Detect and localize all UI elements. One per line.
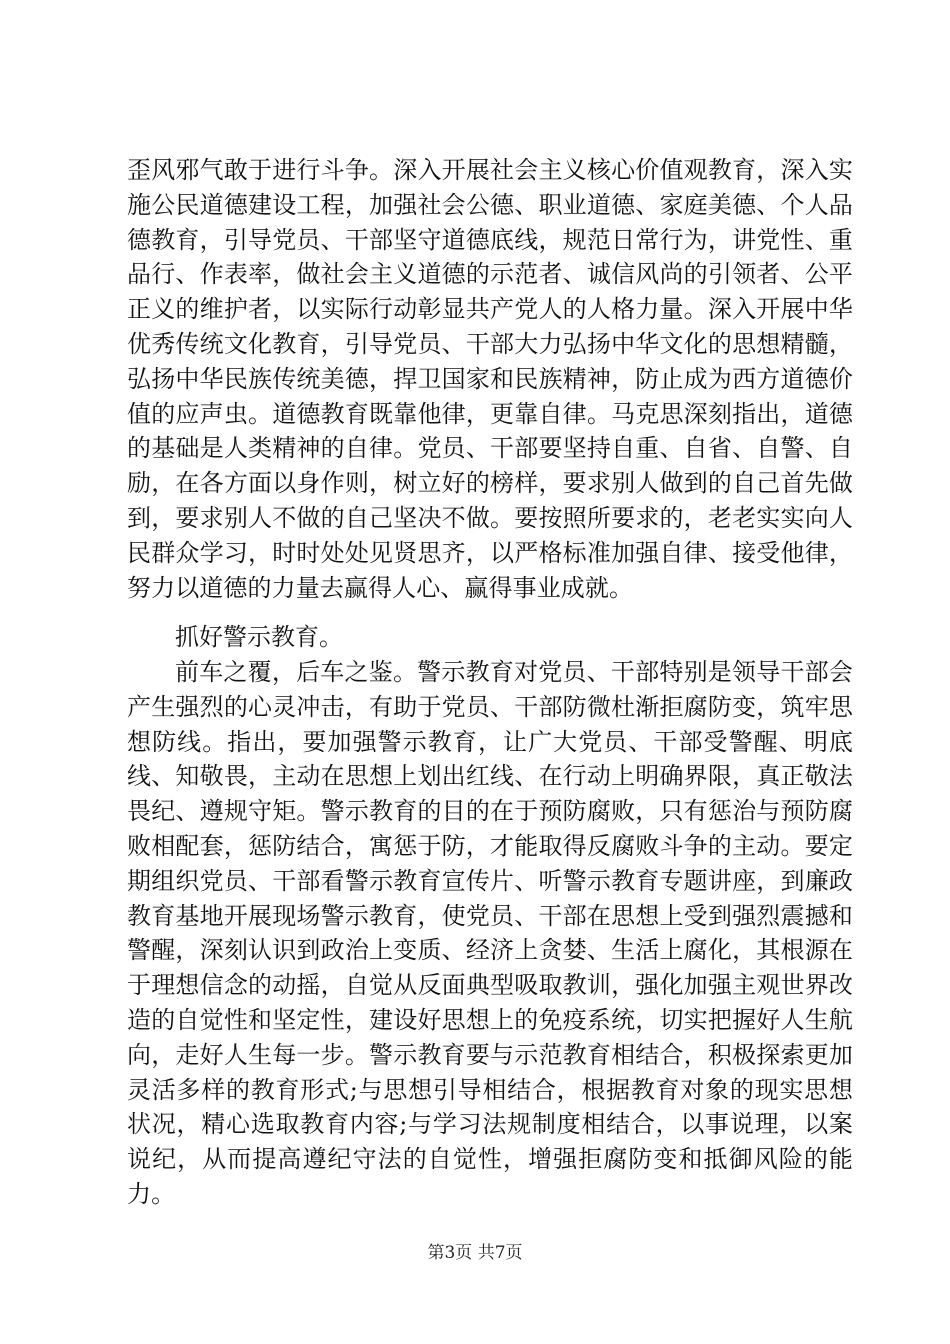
page-number: 第3页 共7页 [427, 1243, 523, 1263]
body-paragraph: 前车之覆，后车之鉴。警示教育对党员、干部特别是领导干部会产生强烈的心灵冲击，有助于党员、干部防微杜渐拒腐防变，筑牢思想防线。指出，要加强警示教育，让广大党员、干部受警醒、明底线、知敬畏，主动在思想上划出红线、在行动上明确界限，真正敬法畏纪、遵规守矩。警示教育的目的在于预防腐败，只有惩治与预防腐败相配套，惩防结合，寓惩于防，才能取得反腐败斗争的主动。要定期组织党员、干部看警示教育宣传片、听警示教育专题讲座，到廉政教育基地开展现场警示教育，使党员、干部在思想上受到强烈震撼和警醒，深刻认识到政治上变质、经济上贪婪、生活上腐化，其根源在于理想信念的动摇，自觉从反面典型吸取教训，强化加强主观世界改造的自觉性和坚定性，建设好思想上的免疫系统，切实把握好人生航向，走好人生每一步。警示教育要与示范教育相结合，积极探索更加灵活多样的教育形式;与思想引导相结合，根据教育对象的现实思想状况，精心选取教育内容;与学习法规制度相结合，以事说理，以案说纪，从而提高遵纪守法的自觉性，增强拒腐防变和抵御风险的能力。 [127, 658, 853, 1208]
body-paragraph: 歪风邪气敢于进行斗争。深入开展社会主义核心价值观教育，深入实施公民道德建设工程，加强社会公德、职业道德、家庭美德、个人品德教育，引导党员、干部坚守道德底线，规范日常行为，讲党性、重品行、作表率，做社会主义道德的示范者、诚信风尚的引领者、公平正义的维护者，以实际行动彰显共产党人的人格力量。深入开展中华优秀传统文化教育，引导党员、干部大力弘扬中华文化的思想精髓，弘扬中华民族传统美德，捍卫国家和民族精神，防止成为西方道德价值的应声虫。道德教育既靠他律，更靠自律。马克思深刻指出，道德的基础是人类精神的自律。党员、干部要坚持自重、自省、自警、自励，在各方面以身作则，树立好的榜样，要求别人做到的自己首先做到，要求别人不做的自己坚决不做。要按照所要求的，老老实实向人民群众学习，时时处处见贤思齐，以严格标准加强自律、接受他律，努力以道德的力量去赢得人心、赢得事业成就。 [127, 156, 853, 602]
section-heading: 抓好警示教育。 [175, 623, 343, 651]
page-footer [0, 1238, 950, 1263]
